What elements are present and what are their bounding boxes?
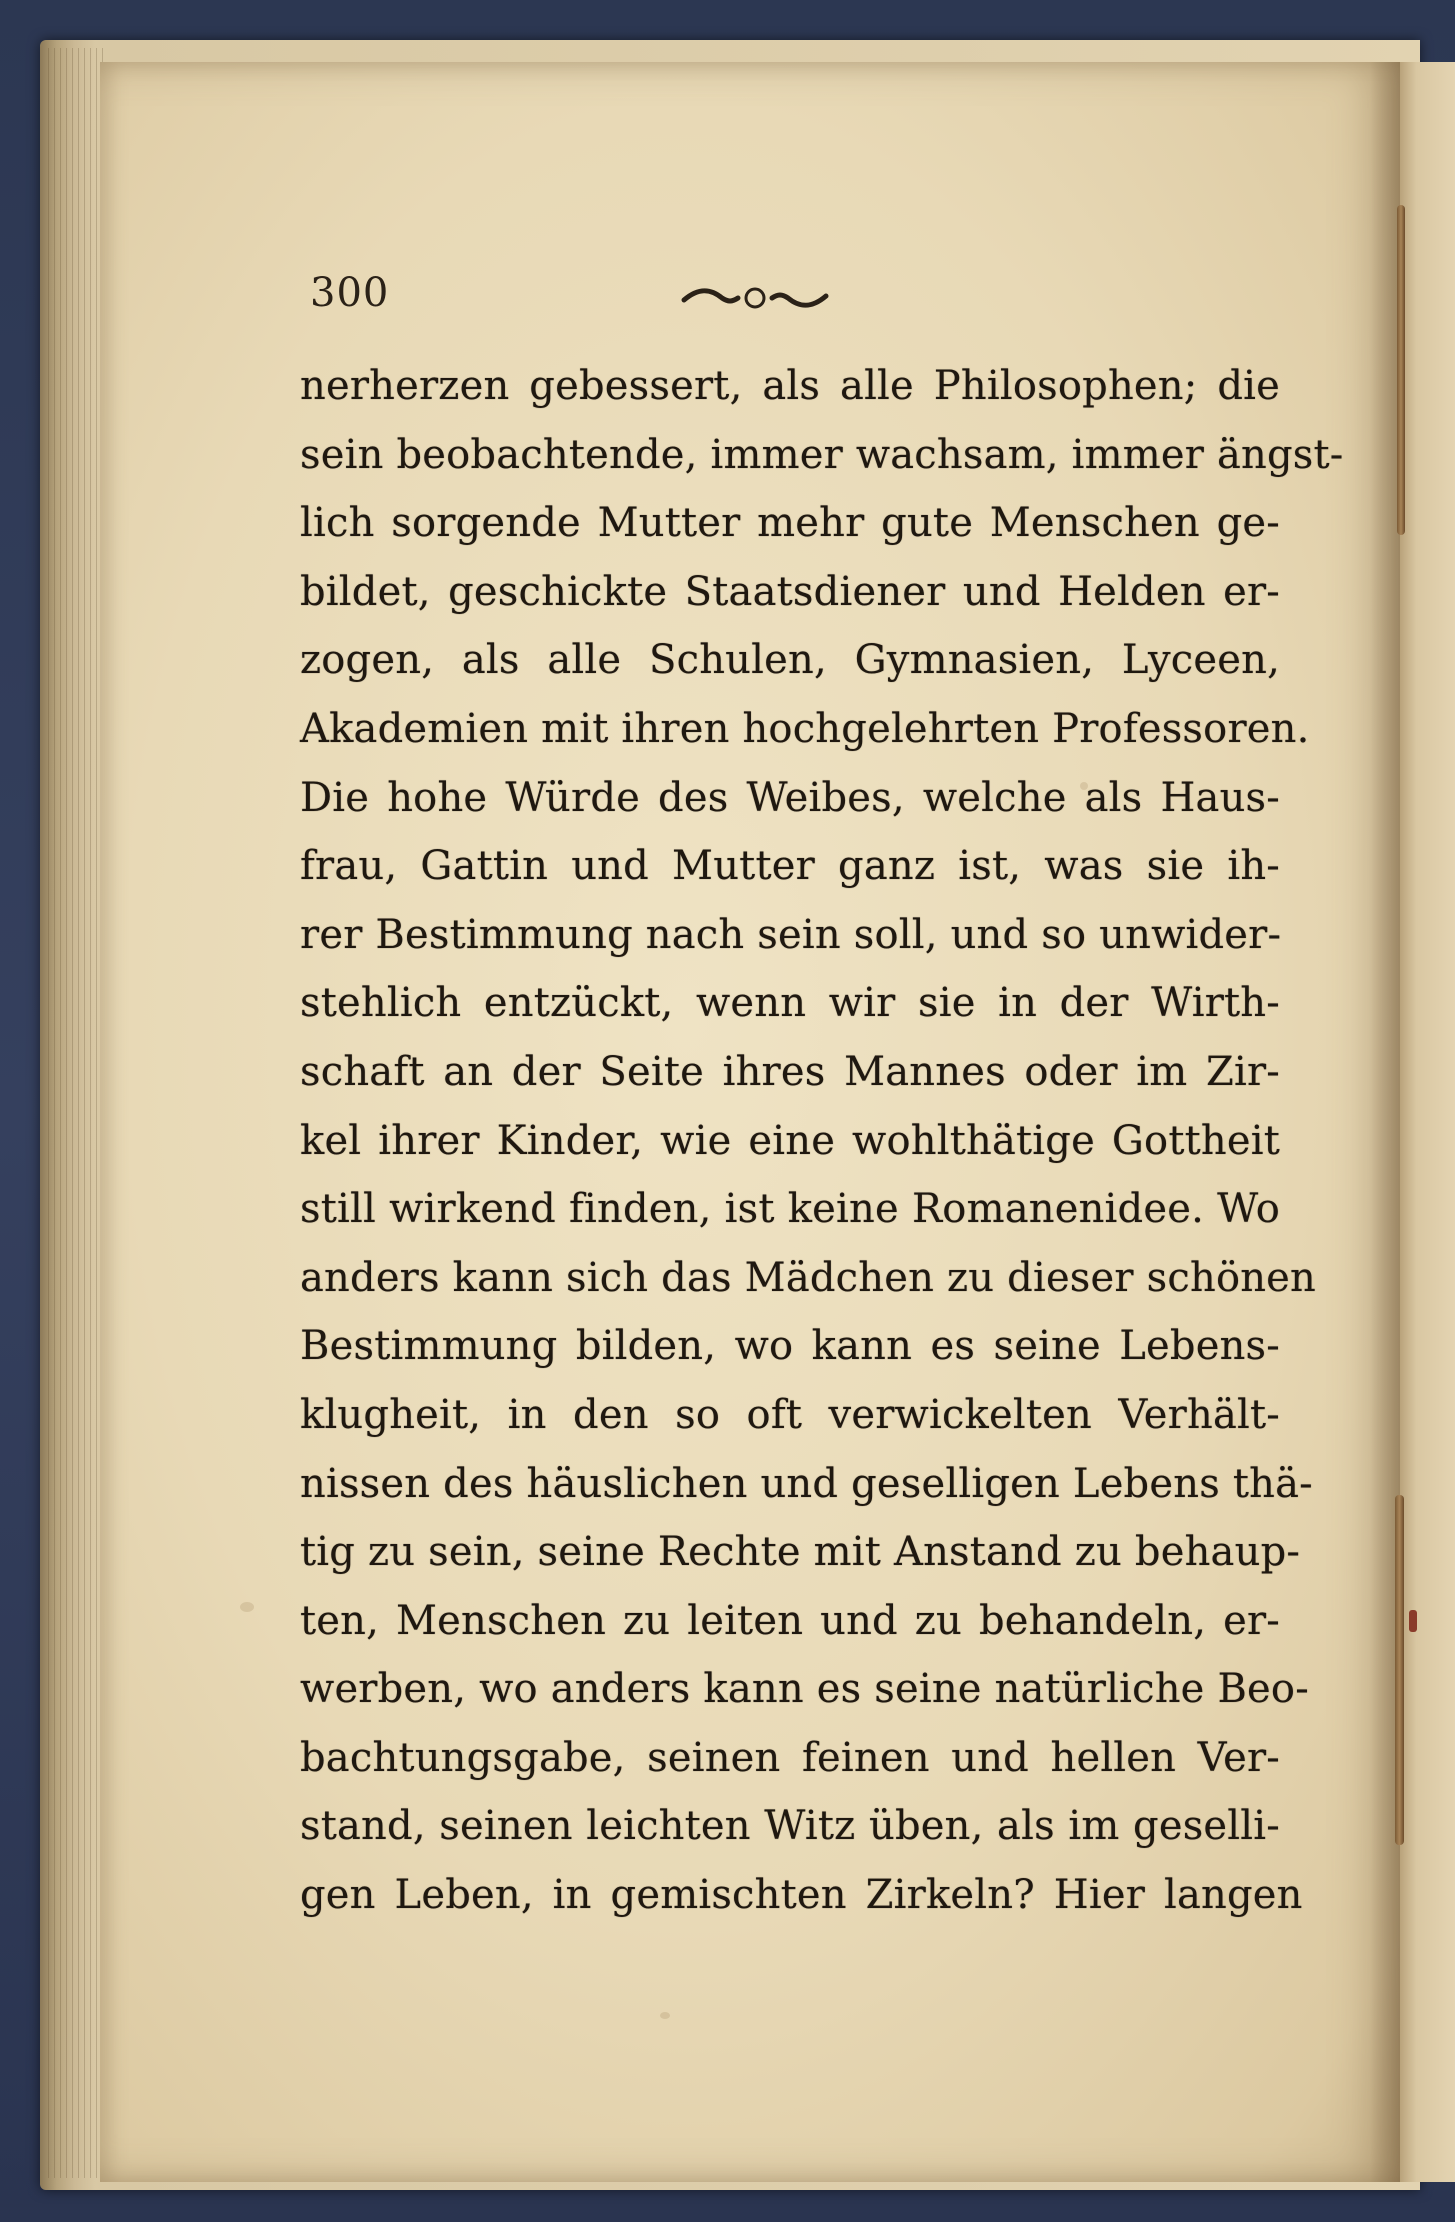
facing-page-edge [1400, 62, 1455, 2182]
text-line: stehlich entzückt, wenn wir sie in der Wirth- [300, 980, 1280, 1027]
body-text [300, 352, 1344, 1930]
text-line: bachtungsgabe, seinen feinen und hellen Ver- [300, 1734, 1280, 1781]
text-line: werben, wo anders kann es seine natürliche Beo- [300, 1666, 1309, 1713]
binding-mark [1409, 1610, 1417, 1632]
text-line: rer Bestimmung nach sein soll, und so unwider- [300, 911, 1282, 958]
text-line: Die hohe Würde des Weibes, welche als Haus- [300, 774, 1280, 821]
text-line: nissen des häuslichen und geselligen Lebens thä- [300, 1460, 1313, 1507]
page-number: 300 [310, 270, 390, 316]
text-line: ten, Menschen zu leiten und zu behandeln, er- [300, 1597, 1280, 1644]
text-line: Bestimmung bilden, wo kann es seine Lebens- [300, 1323, 1280, 1370]
text-line: bildet, geschickte Staatsdiener und Helden er- [300, 568, 1280, 615]
text-line: sein beobachtende, immer wachsam, immer ängst- [300, 431, 1344, 478]
text-line: gen Leben, in gemischten Zirkeln? Hier langen [300, 1872, 1303, 1919]
foxing-spot [660, 2012, 670, 2019]
text-line: lich sorgende Mutter mehr gute Menschen ge- [300, 500, 1280, 547]
binding-thread [1397, 205, 1405, 535]
text-line: kel ihrer Kinder, wie eine wohlthätige Gottheit [300, 1117, 1280, 1164]
binding-thread [1395, 1495, 1404, 1845]
text-line: tig zu sein, seine Rechte mit Anstand zu behaup- [300, 1529, 1301, 1576]
text-line: frau, Gattin und Mutter ganz ist, was sie ih- [300, 843, 1280, 890]
header-ornament-icon [680, 278, 830, 318]
foxing-spot [240, 1602, 254, 1612]
text-line: anders kann sich das Mädchen zu dieser schönen [300, 1254, 1317, 1301]
text-line: klugheit, in den so oft verwickelten Verhält- [300, 1391, 1280, 1438]
text-line: still wirkend finden, ist keine Romanenidee. Wo [300, 1186, 1280, 1233]
text-line: zogen, als alle Schulen, Gymnasien, Lyceen, [300, 637, 1280, 684]
text-line: nerherzen gebessert, als alle Philosophen; die [300, 363, 1280, 409]
running-header [310, 270, 910, 330]
text-line: schaft an der Seite ihres Mannes oder im Zir- [300, 1048, 1280, 1095]
text-line: Akademien mit ihren hochgelehrten Professoren. [300, 705, 1310, 752]
page-stack-lines [48, 48, 108, 2178]
text-line: stand, seinen leichten Witz üben, als im geselli- [300, 1803, 1280, 1850]
